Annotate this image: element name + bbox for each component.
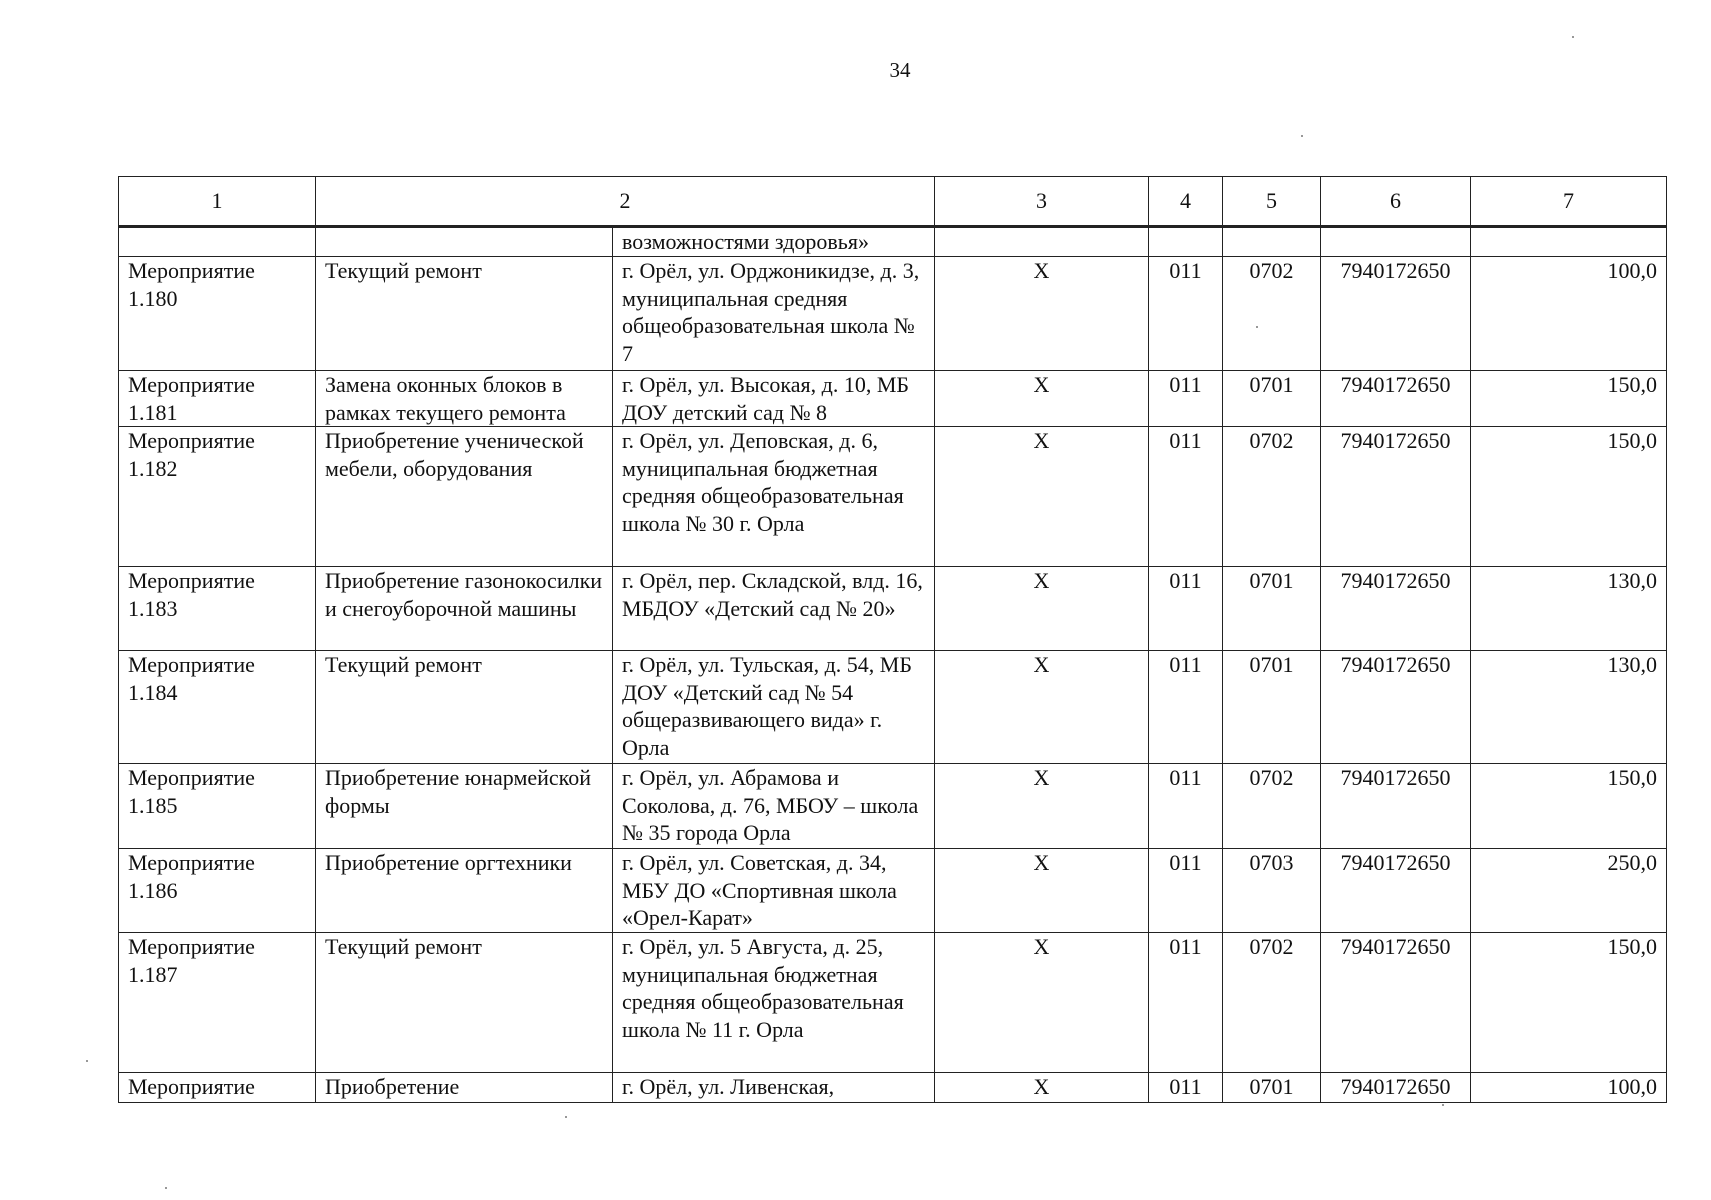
table-row (119, 1073, 1667, 1103)
description-cell: Приобретение ученической мебели, оборудования (316, 427, 613, 567)
continuation-row (119, 227, 1667, 257)
description-cell: Приобретение юнармейской формы (316, 764, 613, 849)
kvsr-code-cell: 011 (1149, 371, 1223, 427)
table-row (119, 567, 1667, 651)
description-cell: Текущий ремонт (316, 257, 613, 371)
table-row (119, 427, 1667, 567)
kvsr-code-cell: 011 (1149, 257, 1223, 371)
address-cell: г. Орёл, ул. Высокая, д. 10, МБ ДОУ детский сад № 8 (613, 371, 935, 427)
column-header: 6 (1321, 177, 1471, 227)
kvsr-code-cell: 011 (1149, 651, 1223, 764)
description-cell: Текущий ремонт (316, 651, 613, 764)
amount-cell: 130,0 (1471, 651, 1667, 764)
scan-speck (1442, 1104, 1444, 1106)
action-cell: Мероприятие 1.180 (119, 257, 316, 371)
address-cell: г. Орёл, ул. Тульская, д. 54, МБ ДОУ «Детский сад № 54 общеразвивающего вида» г. Орла (613, 651, 935, 764)
column-number-row (119, 177, 1667, 227)
action-cell: Мероприятие (119, 1073, 316, 1103)
amount-cell: 150,0 (1471, 764, 1667, 849)
address-cell: г. Орёл, ул. Абрамова и Соколова, д. 76, МБОУ – школа № 35 города Орла (613, 764, 935, 849)
table-cell (1223, 227, 1321, 257)
kvsr-code-cell: 011 (1149, 427, 1223, 567)
section-code-cell: 0702 (1223, 427, 1321, 567)
column-header: 7 (1471, 177, 1667, 227)
target-article-cell: 7940172650 (1321, 427, 1471, 567)
page-number: 34 (889, 58, 911, 82)
amount-cell: 150,0 (1471, 427, 1667, 567)
scan-speck (86, 1060, 88, 1062)
address-cell: г. Орёл, ул. Ливенская, (613, 1073, 935, 1103)
kvsr-code-cell: 011 (1149, 849, 1223, 933)
table-row (119, 764, 1667, 849)
section-code-cell: 0701 (1223, 1073, 1321, 1103)
target-article-cell: 7940172650 (1321, 567, 1471, 651)
description-cell: Приобретение оргтехники (316, 849, 613, 933)
x-mark-cell: X (935, 764, 1149, 849)
section-code-cell: 0702 (1223, 933, 1321, 1073)
table-cell (1321, 227, 1471, 257)
section-code-cell: 0703 (1223, 849, 1321, 933)
amount-cell: 100,0 (1471, 257, 1667, 371)
target-article-cell: 7940172650 (1321, 764, 1471, 849)
column-header: 1 (119, 177, 316, 227)
table-row (119, 849, 1667, 933)
action-cell: Мероприятие 1.183 (119, 567, 316, 651)
action-cell: Мероприятие 1.182 (119, 427, 316, 567)
description-cell: Приобретение газонокосилки и снегоуборочной машины (316, 567, 613, 651)
amount-cell: 250,0 (1471, 849, 1667, 933)
address-cell: г. Орёл, пер. Складской, влд. 16, МБДОУ «Детский сад № 20» (613, 567, 935, 651)
address-cell: г. Орёл, ул. Советская, д. 34, МБУ ДО «Спортивная школа «Орел-Карат» (613, 849, 935, 933)
table-cell (316, 227, 613, 257)
column-header: 2 (316, 177, 935, 227)
scan-speck (565, 1116, 567, 1118)
amount-cell: 130,0 (1471, 567, 1667, 651)
section-code-cell: 0701 (1223, 567, 1321, 651)
table-cell (119, 227, 316, 257)
x-mark-cell: X (935, 1073, 1149, 1103)
table-row (119, 651, 1667, 764)
table-cell (935, 227, 1149, 257)
action-cell: Мероприятие 1.181 (119, 371, 316, 427)
target-article-cell: 7940172650 (1321, 933, 1471, 1073)
address-cell: г. Орёл, ул. Деповская, д. 6, муниципальная бюджетная средняя общеобразовательная школа № 30 г. Орла (613, 427, 935, 567)
scan-speck (1572, 36, 1574, 38)
continuation-text: возможностями здоровья» (613, 227, 935, 257)
description-cell: Приобретение (316, 1073, 613, 1103)
budget-activities-table (118, 176, 1667, 1103)
section-code-cell: 0701 (1223, 651, 1321, 764)
section-code-cell: 0701 (1223, 371, 1321, 427)
description-cell: Текущий ремонт (316, 933, 613, 1073)
scan-speck (1256, 326, 1258, 328)
table-row (119, 933, 1667, 1073)
x-mark-cell: X (935, 933, 1149, 1073)
column-header: 5 (1223, 177, 1321, 227)
target-article-cell: 7940172650 (1321, 651, 1471, 764)
table-cell (1149, 227, 1223, 257)
table-row (119, 257, 1667, 371)
column-header: 4 (1149, 177, 1223, 227)
amount-cell: 150,0 (1471, 933, 1667, 1073)
section-code-cell: 0702 (1223, 764, 1321, 849)
address-cell: г. Орёл, ул. 5 Августа, д. 25, муниципальная бюджетная средняя общеобразовательная школа № 11 г. Орла (613, 933, 935, 1073)
action-cell: Мероприятие 1.184 (119, 651, 316, 764)
x-mark-cell: X (935, 371, 1149, 427)
scan-speck (165, 1187, 167, 1189)
table-row (119, 371, 1667, 427)
address-cell: г. Орёл, ул. Орджоникидзе, д. 3, муниципальная средняя общеобразовательная школа № 7 (613, 257, 935, 371)
kvsr-code-cell: 011 (1149, 933, 1223, 1073)
kvsr-code-cell: 011 (1149, 567, 1223, 651)
target-article-cell: 7940172650 (1321, 371, 1471, 427)
x-mark-cell: X (935, 257, 1149, 371)
amount-cell: 150,0 (1471, 371, 1667, 427)
amount-cell: 100,0 (1471, 1073, 1667, 1103)
description-cell: Замена оконных блоков в рамках текущего ремонта (316, 371, 613, 427)
table-cell (1471, 227, 1667, 257)
column-header: 3 (935, 177, 1149, 227)
scan-speck (1301, 135, 1303, 137)
kvsr-code-cell: 011 (1149, 764, 1223, 849)
target-article-cell: 7940172650 (1321, 849, 1471, 933)
x-mark-cell: X (935, 651, 1149, 764)
section-code-cell: 0702 (1223, 257, 1321, 371)
action-cell: Мероприятие 1.186 (119, 849, 316, 933)
kvsr-code-cell: 011 (1149, 1073, 1223, 1103)
target-article-cell: 7940172650 (1321, 1073, 1471, 1103)
x-mark-cell: X (935, 567, 1149, 651)
target-article-cell: 7940172650 (1321, 257, 1471, 371)
x-mark-cell: X (935, 849, 1149, 933)
action-cell: Мероприятие 1.185 (119, 764, 316, 849)
action-cell: Мероприятие 1.187 (119, 933, 316, 1073)
x-mark-cell: X (935, 427, 1149, 567)
